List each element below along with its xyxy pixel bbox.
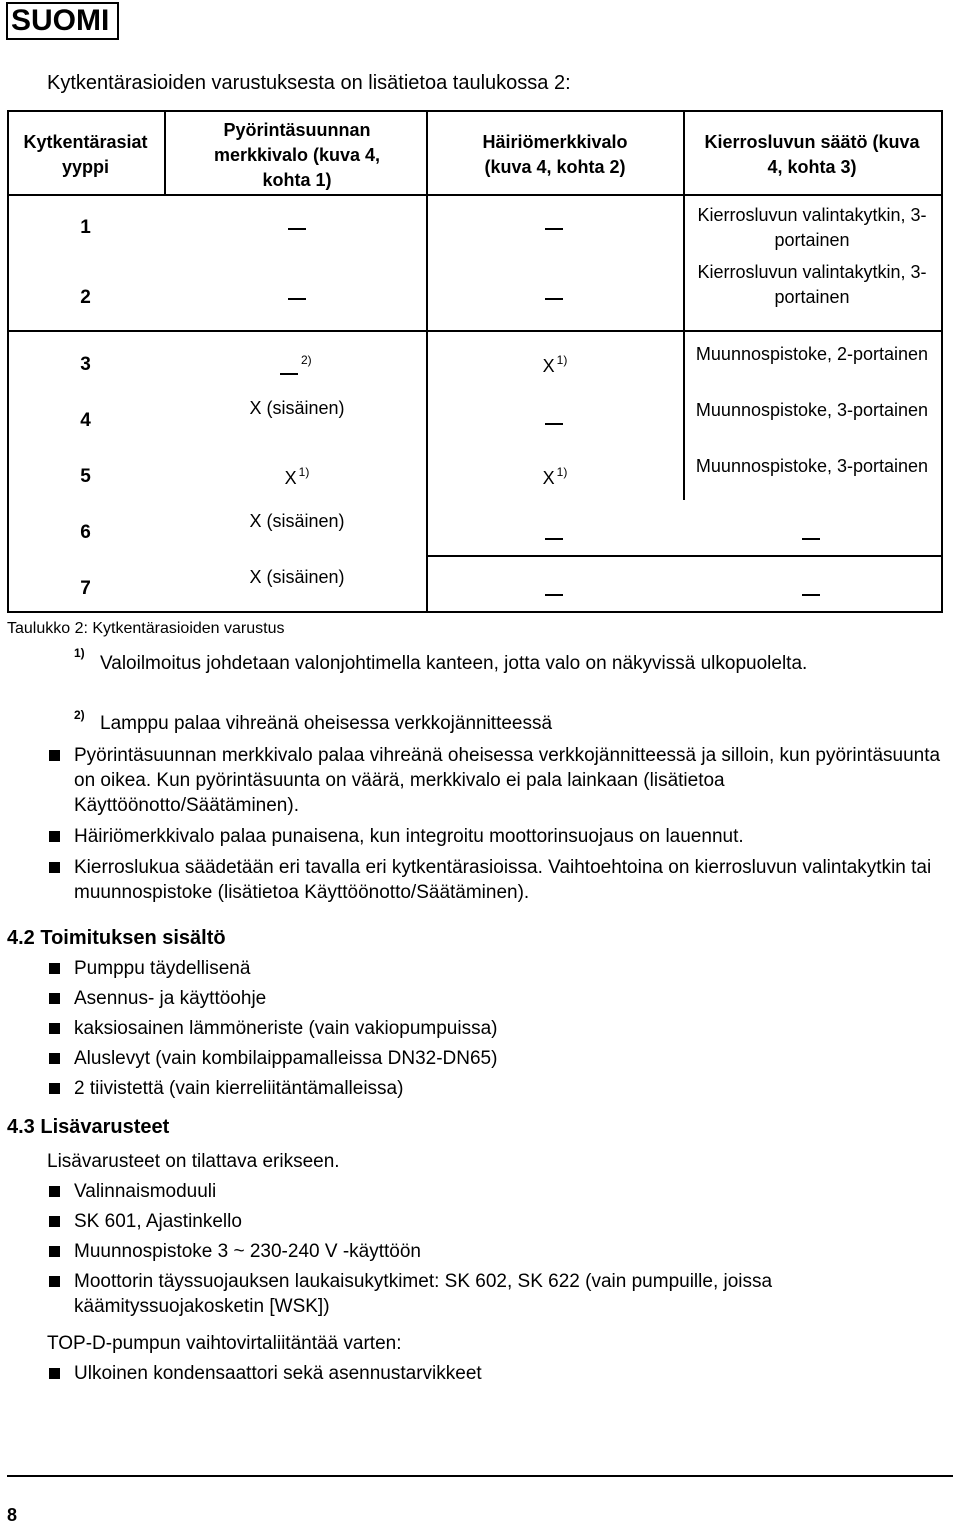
dash-mark xyxy=(802,594,820,596)
dash-mark xyxy=(288,228,306,230)
bullet-square-icon xyxy=(49,1246,60,1257)
list-item: Asennus- ja käyttöohje xyxy=(47,986,907,1011)
header-fault-indicator: Häiriömerkkivalo (kuva 4, kohta 2) xyxy=(482,132,628,177)
dash-mark xyxy=(802,538,820,540)
bullet-square-icon xyxy=(49,1276,60,1287)
notes-list xyxy=(47,743,942,905)
row-type-3: 3 xyxy=(80,354,91,375)
row-4-rotation-indicator: X (sisäinen) xyxy=(249,398,345,418)
dash-mark xyxy=(280,373,298,375)
section-heading-4-2: 4.2 Toimituksen sisältö xyxy=(7,927,226,949)
list-item: Pumppu täydellisenä xyxy=(47,956,907,981)
accessories-sublist xyxy=(47,1361,942,1386)
accessories-intro: Lisävarusteet on tilattava erikseen. xyxy=(47,1151,340,1172)
list-item: Valinnaismoduuli xyxy=(47,1179,942,1204)
bullet-square-icon xyxy=(49,1216,60,1227)
row-7-rotation-indicator: X (sisäinen) xyxy=(249,567,345,587)
header-speed-control: Kierrosluvun säätö (kuva 4, kohta 3) xyxy=(704,132,920,177)
bullet-square-icon xyxy=(49,1368,60,1379)
footnote-1: Valoilmoitus johdetaan valonjohtimella kanteen, jotta valo on näkyvissä ulkopuolelta. xyxy=(100,653,808,674)
list-item: Pyörintäsuunnan merkkivalo palaa vihreänä oheisessa verkkojännitteessä ja silloin, kun pyörintäsuunta on oikea. Kun pyörintäsuunta on väärä, merkkivalo ei pala lainkaan (lisätietoa Käyttöönotto/Säätäminen). xyxy=(47,743,942,818)
row-5-rotation-indicator: X $^{1)}$ xyxy=(284,465,310,488)
footnote-mark: 2) xyxy=(74,708,85,722)
row-3-footnote-ref: 2) xyxy=(301,353,312,367)
row-1-speed-control: Kierrosluvun valintakytkin, 3-portainen xyxy=(697,205,927,250)
row-type-1: 1 xyxy=(80,217,91,238)
dash-mark xyxy=(288,298,306,300)
table-hline xyxy=(7,330,943,332)
bullet-square-icon xyxy=(49,1053,60,1064)
bullet-square-icon xyxy=(49,993,60,1004)
row-3-speed-control: Muunnospistoke, 2-portainen xyxy=(695,344,929,364)
bullet-square-icon xyxy=(49,750,60,761)
row-3-fault-indicator: X $^{1)}$ xyxy=(542,353,568,376)
row-type-7: 7 xyxy=(80,578,91,599)
dash-mark xyxy=(545,298,563,300)
list-item: Aluslevyt (vain kombilaippamalleissa DN32-DN65) xyxy=(47,1046,907,1071)
accessories-subintro: TOP-D-pumpun vaihtovirtaliitäntää varten: xyxy=(47,1333,402,1354)
section-heading-4-3: 4.3 Lisävarusteet xyxy=(7,1116,170,1138)
list-item: Ulkoinen kondensaattori sekä asennustarvikkeet xyxy=(47,1361,942,1386)
table-vline xyxy=(426,110,428,613)
dash-mark xyxy=(545,594,563,596)
language-label: SUOMI xyxy=(6,2,119,40)
row-2-speed-control: Kierrosluvun valintakytkin, 3-portainen xyxy=(697,262,927,307)
intro-text: Kytkentärasioiden varustuksesta on lisätietoa taulukossa 2: xyxy=(47,72,571,94)
bullet-square-icon xyxy=(49,831,60,842)
list-item: SK 601, Ajastinkello xyxy=(47,1209,942,1234)
bullet-square-icon xyxy=(49,1023,60,1034)
footer-rule xyxy=(7,1475,953,1477)
row-5-speed-control: Muunnospistoke, 3-portainen xyxy=(695,456,929,476)
bullet-square-icon xyxy=(49,1186,60,1197)
dash-mark xyxy=(545,228,563,230)
bullet-square-icon xyxy=(49,963,60,974)
header-rotation-indicator: Pyörintäsuunnan merkkivalo (kuva 4, kohta 1) xyxy=(213,120,381,190)
page-number: 8 xyxy=(7,1505,18,1525)
bullet-square-icon xyxy=(49,862,60,873)
list-item: Kierroslukua säädetään eri tavalla eri kytkentärasioissa. Vaihtoehtoina on kierrosluvun valintakytkin tai muunnospistoke (lisätietoa Käyttöönotto/Säätäminen). xyxy=(47,855,942,905)
row-5-fault-indicator: X $^{1)}$ xyxy=(542,465,568,488)
list-item: Moottorin täyssuojauksen laukaisukytkimet: SK 602, SK 622 (vain pumpuille, joissa käämityssuojakosketin [WSK]) xyxy=(47,1269,942,1319)
accessories-list xyxy=(47,1179,942,1319)
row-type-2: 2 xyxy=(80,287,91,308)
footnote-2: Lamppu palaa vihreänä oheisessa verkkojännitteessä xyxy=(100,713,553,734)
list-item: Häiriömerkkivalo palaa punaisena, kun integroitu moottorinsuojaus on lauennut. xyxy=(47,824,942,849)
table-hline xyxy=(7,194,943,196)
table-hline xyxy=(426,555,943,557)
equipment-table xyxy=(7,110,943,613)
dash-mark xyxy=(545,538,563,540)
list-item: Muunnospistoke 3 ~ 230-240 V -käyttöön xyxy=(47,1239,942,1264)
footnote-mark: 1) xyxy=(74,646,85,660)
row-type-6: 6 xyxy=(80,522,91,543)
row-type-4: 4 xyxy=(80,410,91,431)
table-caption: Taulukko 2: Kytkentärasioiden varustus xyxy=(7,620,285,637)
row-6-rotation-indicator: X (sisäinen) xyxy=(249,511,345,531)
list-item: kaksiosainen lämmöneriste (vain vakiopumpuissa) xyxy=(47,1016,907,1041)
header-type: Kytkentärasiat yyppi xyxy=(23,132,148,177)
dash-mark xyxy=(545,423,563,425)
row-type-5: 5 xyxy=(80,466,91,487)
table-vline xyxy=(683,110,685,500)
row-4-speed-control: Muunnospistoke, 3-portainen xyxy=(695,400,929,420)
delivery-list xyxy=(47,956,907,1101)
list-item: 2 tiivistettä (vain kierreliitäntämalleissa) xyxy=(47,1076,907,1101)
table-vline xyxy=(164,110,166,195)
bullet-square-icon xyxy=(49,1083,60,1094)
